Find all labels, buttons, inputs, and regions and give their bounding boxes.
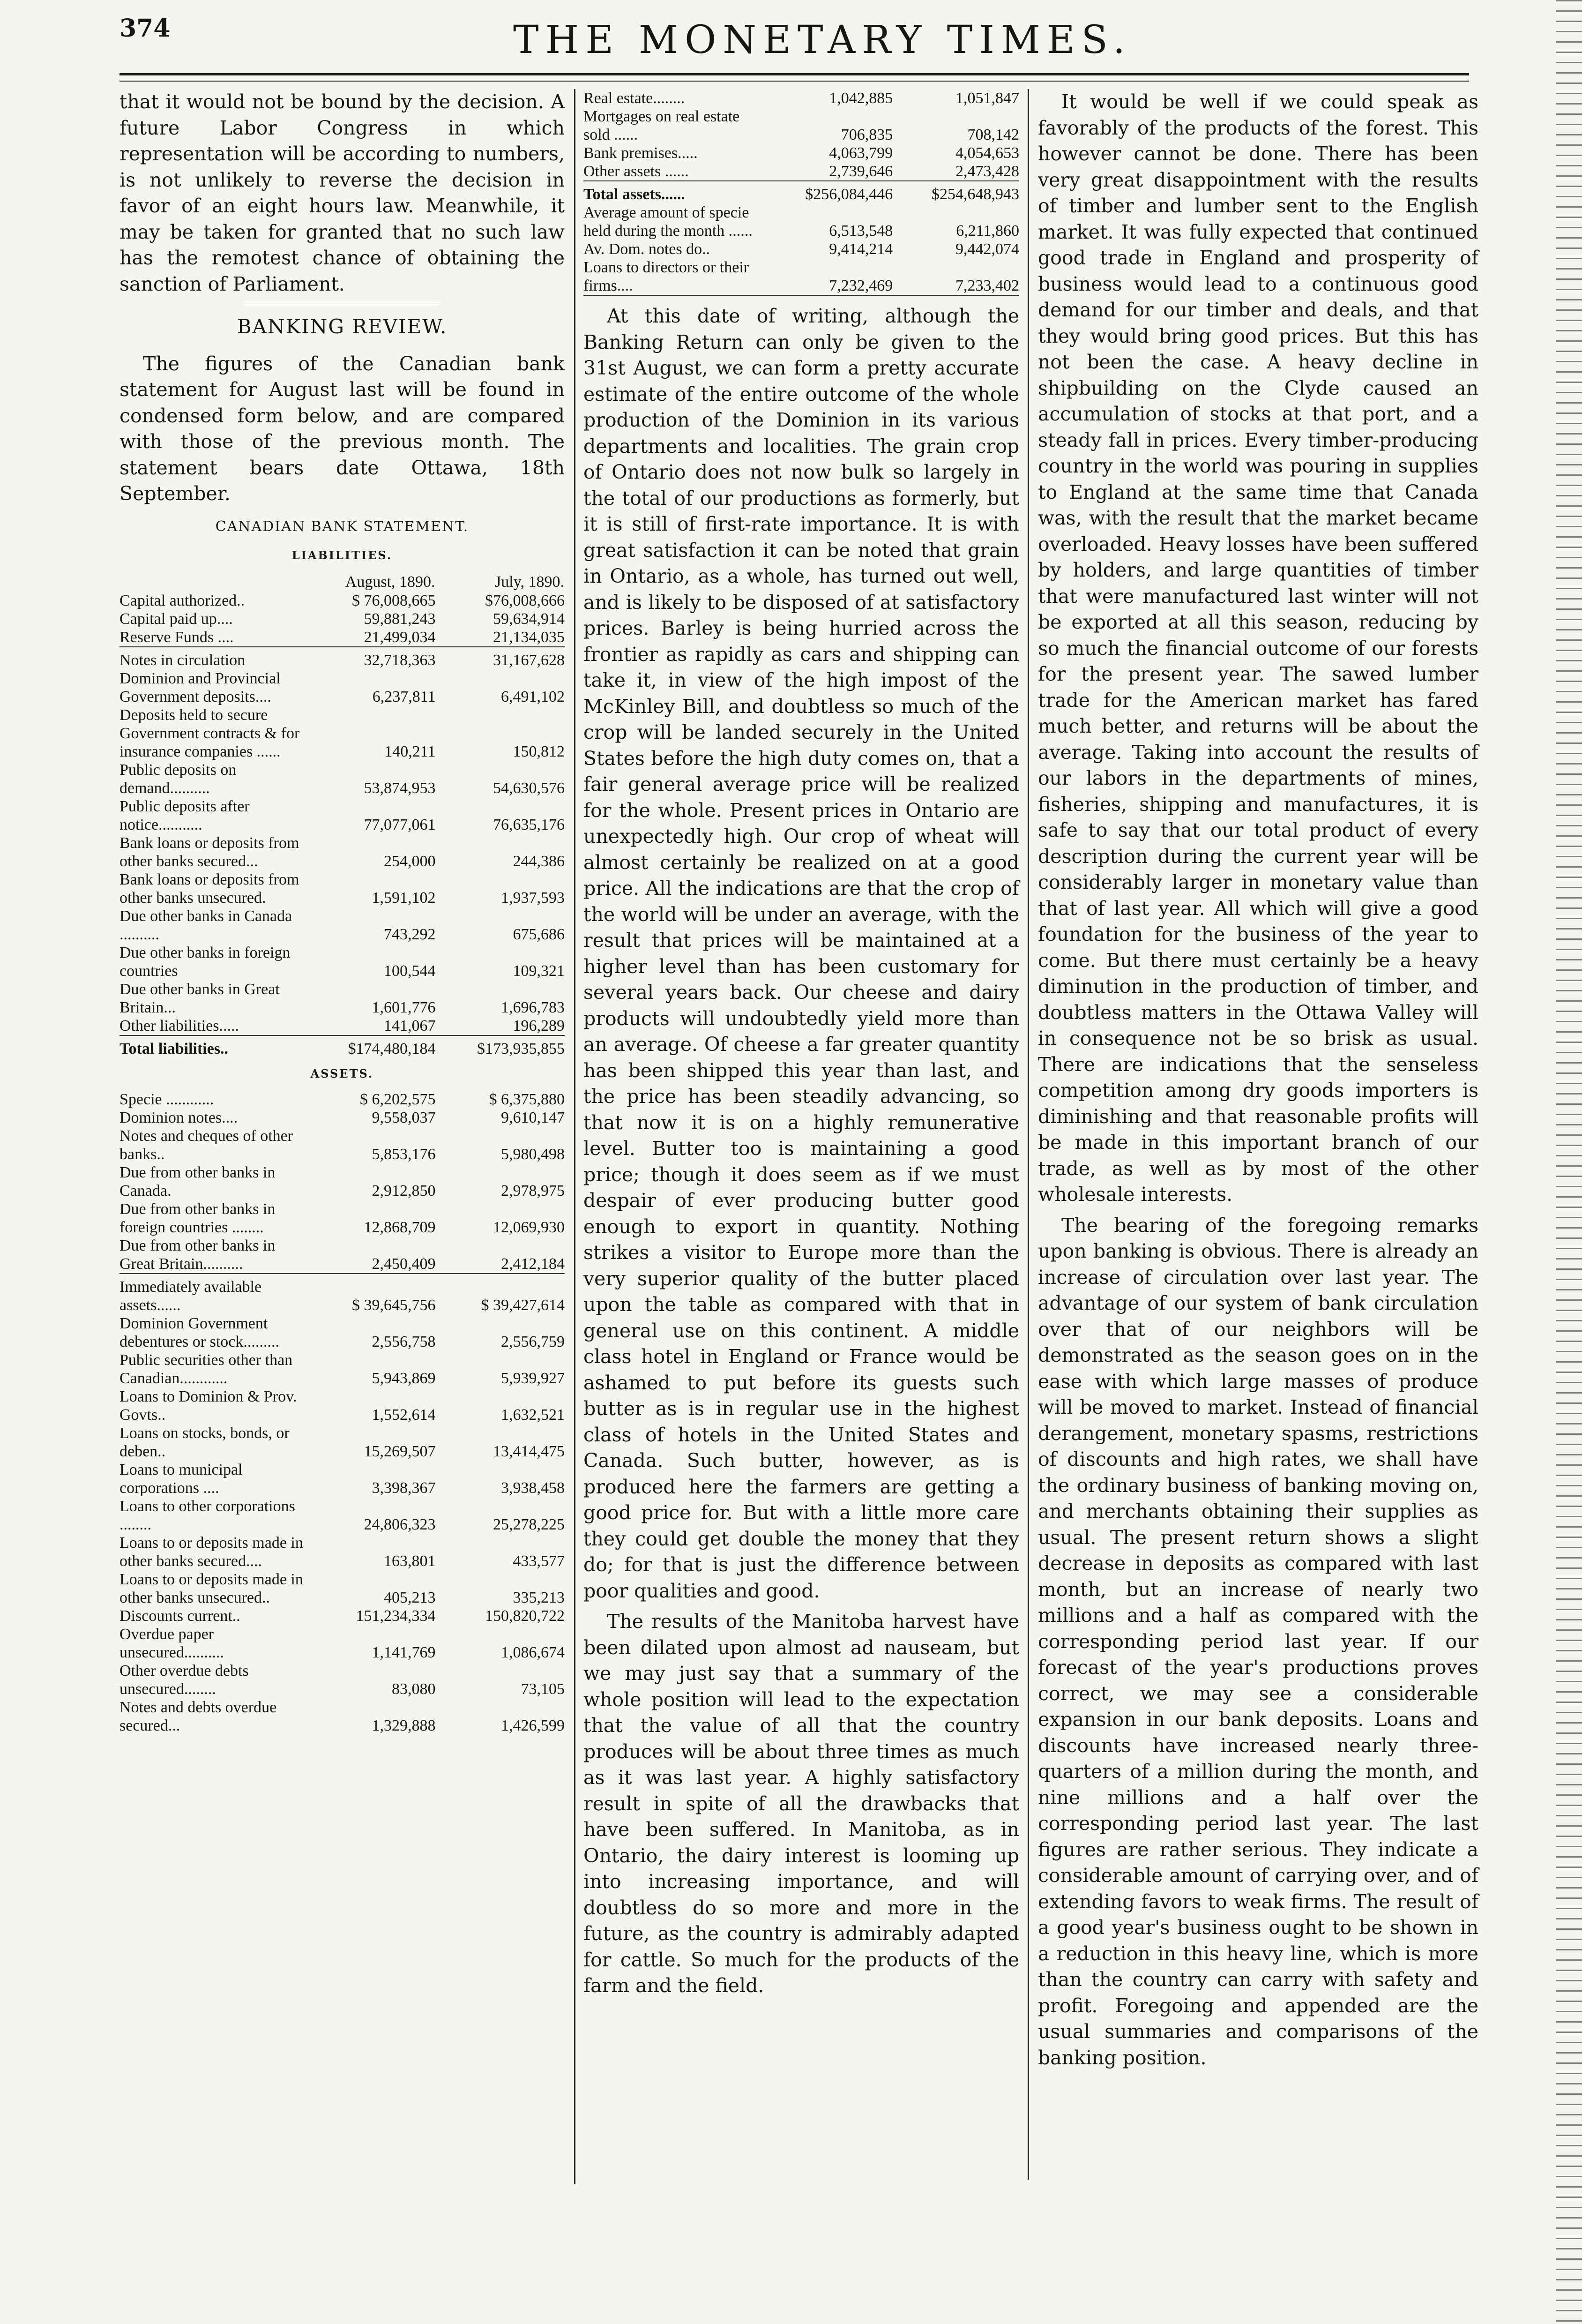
- table-row: [119, 1625, 565, 1662]
- article-paragraph-3: It would be well if we could speak as favorably of the products of the forest. This however cannot be done. There has been very great disappointment with the results of timber and lumber sent to the English market. It was fully expected that continued good trade in England and prosperity of business would lead to a continuous good demand for our timber and deals, and that they would bring good prices. But this has not been the case. A heavy decline in shipbuilding on the Clyde caused an accumulation of stocks at that port, and a steady fall in prices. Every timber-producing country in the world was pouring in supplies to England at the same time that Canada was, with the result that the market became overloaded. Heavy losses have been suffered by holders, and large quantities of timber that were manufactured last winter will not be exported at all this season, reducing by so much the financial outcome of our forests for the present year. The sawed lumber trade for the American market has fared much better, and returns will be about the average. Taking into account the results of our labors in the departments of mines, fisheries, shipping and manufactures, it is safe to say that our total product of every description during the current year will be considerably larger in monetary value than that of last year. All which will give a good foundation for the business of the year to come. But there must certainly be a heavy diminution in the production of timber, and doubtless matters in the Ottawa Valley will in consequence not be so brisk as usual. There are indications that the senseless competition among dry goods importers is diminishing and that reasonable profits will be made in this important branch of our trade, as well as by most of the other wholesale interests.: [1038, 90, 1478, 1206]
- august-value: 21,499,034: [364, 628, 436, 646]
- header-rule: [119, 73, 1469, 75]
- row-label: Public securities other than Canadian............: [119, 1351, 293, 1387]
- table-row: [119, 592, 565, 610]
- row-label: Dominion Government debentures or stock.........: [119, 1315, 279, 1350]
- july-value: 2,978,975: [501, 1182, 565, 1199]
- july-value: 13,414,475: [493, 1443, 565, 1460]
- august-value: $256,084,446: [805, 186, 893, 203]
- row-label: Capital paid up....: [119, 610, 233, 628]
- row-label: Notes and debts overdue secured...: [119, 1699, 277, 1734]
- column-middle: [583, 89, 1019, 2004]
- table-row: [119, 1090, 565, 1109]
- article-paragraph-4: The bearing of the foregoing remarks upon banking is obvious. There is already an increase of circulation over last year. The advantage of our system of bank circulation over that of our neighbors will be demonstrated as the season goes on in the ease with which large masses of produce will be moved to market. Instead of financial derangement, monetary spasms, restrictions of discounts and high rates, we shall have the ordinary business of banking moving on, and merchants obtaining their supplies as usual. The present return shows a slight decrease in deposits as compared with last month, but an increase of nearly two millions and a half as compared with the corresponding period last year. If our forecast of the year's productions proves correct, we may see a considerable expansion in our bank deposits. Loans and discounts have increased nearly three-quarters of a million during the month, and nine millions and a half over the corresponding period last year. The last figures are rather serious. They indicate a considerable amount of carrying over, and of extending favors to weak firms. The result of a good year's business ought to be shown in a reduction in this heavy line, which is more than the country can carry with safety and profit. Foregoing and appended are the usual summaries and comparisons of the banking position.: [1038, 1214, 1478, 2069]
- august-value: 2,556,758: [372, 1333, 436, 1350]
- liabilities-heading: LIABILITIES.: [291, 548, 393, 562]
- row-label: Bank premises.....: [583, 144, 698, 162]
- table-row: [119, 944, 565, 980]
- table-row: [119, 628, 565, 647]
- table-row: [119, 1351, 565, 1387]
- august-value: 9,414,214: [829, 240, 893, 258]
- july-value: 12,069,930: [493, 1219, 565, 1236]
- august-value: 141,067: [384, 1017, 436, 1035]
- july-value: 59,634,914: [493, 610, 565, 628]
- august-value: 2,912,850: [372, 1182, 436, 1199]
- july-value: $254,648,943: [932, 186, 1019, 203]
- july-value: $76,008,666: [485, 592, 565, 609]
- table-row: [119, 797, 565, 834]
- july-value: 25,278,225: [493, 1516, 565, 1533]
- table-row: [119, 706, 565, 761]
- row-label: Notes and cheques of other banks..: [119, 1127, 293, 1163]
- july-value: 6,491,102: [501, 688, 565, 705]
- page-header: [119, 8, 1469, 97]
- row-label: Av. Dom. notes do..: [583, 240, 710, 258]
- july-value: 244,386: [513, 852, 565, 870]
- july-value: 2,412,184: [501, 1255, 565, 1273]
- row-label: Due other banks in Great Britain...: [119, 980, 280, 1016]
- column-left: [119, 89, 565, 1735]
- july-value: 21,134,035: [493, 628, 565, 646]
- july-value: 2,556,759: [501, 1333, 565, 1350]
- table-row: [119, 1461, 565, 1497]
- row-label: Discounts current..: [119, 1607, 240, 1625]
- august-value: 4,063,799: [829, 144, 893, 162]
- row-label: Other assets ......: [583, 163, 689, 180]
- column-divider: [1028, 89, 1029, 2180]
- row-label: Average amount of specie held during the month ......: [583, 204, 753, 240]
- table-row: [119, 1607, 565, 1625]
- table-row: [119, 610, 565, 628]
- august-value: 59,881,243: [364, 610, 436, 628]
- august-value: 83,080: [392, 1680, 436, 1698]
- row-label: Loans to or deposits made in other banks secured....: [119, 1534, 303, 1570]
- row-label: Total liabilities..: [119, 1040, 229, 1057]
- table-row: [119, 1278, 565, 1314]
- july-value: 335,213: [513, 1589, 565, 1606]
- table-row: [119, 1424, 565, 1461]
- august-value: 12,868,709: [364, 1219, 436, 1236]
- row-label: Dominion and Provincial Government deposits....: [119, 669, 281, 705]
- row-label: Deposits held to secure Government contracts & for insurance companies ......: [119, 706, 300, 760]
- table-row: [119, 907, 565, 944]
- july-value: 1,937,593: [501, 889, 565, 907]
- row-label: Loans to municipal corporations ....: [119, 1461, 243, 1497]
- august-value: 6,513,548: [829, 222, 893, 240]
- july-value: 7,233,402: [955, 277, 1019, 294]
- row-label: Due other banks in foreign countries: [119, 944, 291, 980]
- august-value: 140,211: [384, 742, 436, 760]
- row-label: Mortgages on real estate sold ......: [583, 108, 740, 143]
- july-value: 76,635,176: [493, 816, 565, 833]
- assets-heading: ASSETS.: [310, 1066, 374, 1080]
- row-label: Immediately available assets......: [119, 1278, 262, 1314]
- july-value: 675,686: [513, 925, 565, 943]
- july-value: 109,321: [513, 962, 565, 980]
- table-row: [119, 1314, 565, 1351]
- august-value: 6,237,811: [372, 688, 436, 705]
- table-row: [583, 162, 1019, 181]
- table-row: [583, 258, 1019, 295]
- table-row: [119, 1163, 565, 1200]
- july-value: 73,105: [521, 1680, 565, 1698]
- august-value: 5,943,869: [372, 1370, 436, 1387]
- august-value: 2,739,646: [829, 163, 893, 180]
- table-rule: [119, 647, 565, 651]
- row-label: Real estate........: [583, 90, 685, 107]
- august-value: $ 76,008,665: [352, 592, 436, 609]
- july-value: 6,211,860: [956, 222, 1019, 240]
- row-label: Notes in circulation: [119, 651, 246, 669]
- table-rule: [119, 1274, 565, 1278]
- row-label: Bank loans or deposits from other banks unsecured.: [119, 870, 299, 907]
- august-value: 743,292: [384, 925, 436, 943]
- august-value: 9,558,037: [372, 1109, 436, 1126]
- august-value: 1,591,102: [372, 889, 436, 907]
- row-label: Total assets......: [583, 186, 685, 203]
- table-row: [119, 1127, 565, 1163]
- august-value: 24,806,323: [364, 1516, 436, 1533]
- table-row: [583, 144, 1019, 162]
- august-value: 100,544: [384, 962, 436, 980]
- assets-continued-table: [583, 89, 1019, 300]
- row-label: Loans to other corporations ........: [119, 1498, 295, 1533]
- july-value: 1,632,521: [501, 1406, 565, 1424]
- row-label: Loans on stocks, bonds, or deben..: [119, 1424, 290, 1460]
- table-row: [583, 240, 1019, 258]
- table-row: [119, 761, 565, 797]
- july-value: 5,939,927: [501, 1370, 565, 1387]
- column-divider: [574, 89, 575, 2184]
- august-value: 53,874,953: [364, 779, 436, 797]
- table-header-row: [119, 572, 565, 592]
- row-label: Loans to or deposits made in other banks unsecured..: [119, 1571, 303, 1606]
- column-header-july: July, 1890.: [495, 573, 564, 591]
- july-value: 1,696,783: [501, 998, 565, 1016]
- row-label: Bank loans or deposits from other banks secured...: [119, 834, 299, 870]
- july-value: 1,051,847: [955, 90, 1019, 107]
- row-label: Due other banks in Canada ..........: [119, 907, 292, 943]
- total-liabilities-row: [119, 1040, 565, 1058]
- article-paragraph-1: At this date of writing, although the Banking Return can only be given to the 31st August, we can form a pretty accurate estimate of the entire outcome of the whole production of the Dominion in its various departments and localities. The grain crop of Ontario does not now bulk so largely in the total of our productions as formerly, but it is still of first-rate importance. It is with great satisfaction it can be noted that grain in Ontario, as a whole, has turned out well, and is likely to be disposed of at satisfactory prices. Barley is being hurried across the frontier as rapidly as cars and shipping can take it, in view of the high impost of the McKinley Bill, and doubtless so much of the crop will be landed securely in the United States before the high duty comes on, that a fair general average price will be realized for the whole. Present prices in Ontario are unexpectedly high. Our crop of wheat will almost certainly be realized on at a good price. All the indications are that the crop of the world will be under an average, with the result that prices will be maintained at a higher level than has been customary for several years back. Our cheese and dairy products will undoubtedly yield more than an average. Of cheese a far greater quantity has been shipped this year than last, and the price has been steadily advancing, so that now it is on a highly remunerative level. Butter too is maintaining a good price; though it does seem as if we must despair of ever producing butter good enough to export in quantity. Nothing strikes a visitor to Europe more than the very superior quality of the butter placed upon the table as compared with that in general use on this continent. A middle class hotel in England or France would be ashamed to put before its guests such butter as is in regular use in the highest class of hotels in the United States and Canada. Such butter, however, as is produced here the farmers are getting a good price for. But with a little more care they could get double the money that they do; for that is just the difference between poor qualities and good.: [583, 305, 1019, 1602]
- table-row: [119, 1497, 565, 1534]
- table-row: [119, 1534, 565, 1570]
- row-label: Due from other banks in Canada.: [119, 1164, 276, 1199]
- august-value: 77,077,061: [364, 816, 436, 833]
- table-row: [119, 1017, 565, 1035]
- liabilities-table: [119, 572, 565, 1058]
- table-row: [119, 870, 565, 907]
- july-value: 4,054,653: [955, 144, 1019, 162]
- august-value: 1,141,769: [372, 1644, 436, 1661]
- july-value: 2,473,428: [955, 163, 1019, 180]
- table-rule: [119, 1035, 565, 1040]
- august-value: 1,552,614: [372, 1406, 436, 1424]
- column-right: [1038, 89, 1478, 2076]
- july-value: 9,442,074: [955, 240, 1019, 258]
- column-header-august: August, 1890.: [345, 573, 435, 591]
- row-label: Loans to Dominion & Prov. Govts..: [119, 1388, 297, 1424]
- july-value: 196,289: [513, 1017, 565, 1035]
- july-value: 433,577: [513, 1552, 565, 1570]
- row-label: Specie ............: [119, 1091, 214, 1108]
- august-value: 5,853,176: [372, 1146, 436, 1163]
- table-row: [119, 1570, 565, 1607]
- august-value: 7,232,469: [829, 277, 893, 294]
- row-label: Reserve Funds ....: [119, 628, 234, 646]
- table-row: [583, 203, 1019, 240]
- july-value: 3,938,458: [501, 1479, 565, 1497]
- header-rule-thin: [119, 81, 1469, 82]
- august-value: 405,213: [384, 1589, 436, 1606]
- row-label: Loans to directors or their firms....: [583, 259, 749, 294]
- august-value: $ 6,202,575: [360, 1091, 436, 1108]
- july-value: 1,426,599: [501, 1717, 565, 1734]
- august-value: 1,042,885: [829, 90, 893, 107]
- review-paragraph: The figures of the Canadian bank statement for August last will be found in condensed form below, and are compared with those of the previous month. The statement bears date Ottawa, 18th September.: [119, 352, 565, 505]
- table-rule: [583, 295, 1019, 300]
- total-assets-row: [583, 185, 1019, 203]
- row-label: Overdue paper unsecured..........: [119, 1626, 224, 1661]
- table-row: [119, 1200, 565, 1237]
- statement-title: CANADIAN BANK STATEMENT.: [215, 518, 469, 535]
- table-row: [119, 1662, 565, 1698]
- july-value: 708,142: [967, 126, 1019, 143]
- august-value: 3,398,367: [372, 1479, 436, 1497]
- july-value: 150,812: [513, 742, 565, 760]
- table-row: [119, 1109, 565, 1127]
- table-row: [119, 651, 565, 669]
- section-divider: [244, 303, 440, 304]
- august-value: 1,329,888: [372, 1717, 436, 1734]
- row-label: Public deposits after notice...........: [119, 797, 250, 833]
- july-value: 31,167,628: [493, 651, 565, 669]
- page-number: 374: [119, 14, 171, 43]
- august-value: 706,835: [841, 126, 893, 143]
- august-value: 163,801: [384, 1552, 436, 1570]
- august-value: 32,718,363: [364, 651, 436, 669]
- row-label: Other overdue debts unsecured........: [119, 1662, 249, 1698]
- table-row: [119, 834, 565, 870]
- august-value: 2,450,409: [372, 1255, 436, 1273]
- july-value: 54,630,576: [493, 779, 565, 797]
- table-row: [119, 1237, 565, 1274]
- assets-table: [119, 1090, 565, 1735]
- section-heading: BANKING REVIEW.: [237, 315, 448, 338]
- publication-title: THE MONETARY TIMES.: [513, 18, 1132, 62]
- july-value: 150,820,722: [485, 1607, 565, 1625]
- july-value: $ 39,427,614: [481, 1297, 565, 1314]
- table-row: [583, 107, 1019, 144]
- row-label: Due from other banks in Great Britain..........: [119, 1237, 276, 1273]
- table-row: [119, 980, 565, 1017]
- row-label: Capital authorized..: [119, 592, 245, 609]
- july-value: $173,935,855: [477, 1040, 565, 1057]
- august-value: 1,601,776: [372, 998, 436, 1016]
- table-row: [119, 1698, 565, 1735]
- row-label: Other liabilities.....: [119, 1017, 239, 1035]
- page-binding-edge: [1556, 0, 1582, 2324]
- august-value: 151,234,334: [356, 1607, 436, 1625]
- table-rule: [583, 181, 1019, 185]
- august-value: $ 39,645,756: [352, 1297, 436, 1314]
- july-value: 5,980,498: [501, 1146, 565, 1163]
- july-value: 1,086,674: [501, 1644, 565, 1661]
- table-row: [119, 669, 565, 706]
- july-value: $ 6,375,880: [489, 1091, 565, 1108]
- intro-paragraph: that it would not be bound by the decision. A future Labor Congress in which representation will be according to numbers, is not unlikely to reverse the decision in favor of an eight hours law. Meanwhile, it may be taken for granted that no such law has the remotest chance of obtaining the sanction of Parliament.: [119, 90, 565, 295]
- row-label: Due from other banks in foreign countries ........: [119, 1200, 276, 1236]
- row-label: Public deposits on demand..........: [119, 761, 237, 797]
- row-label: Dominion notes....: [119, 1109, 238, 1126]
- august-value: 254,000: [384, 852, 436, 870]
- july-value: 9,610,147: [501, 1109, 565, 1126]
- table-row: [583, 89, 1019, 107]
- august-value: 15,269,507: [364, 1443, 436, 1460]
- august-value: $174,480,184: [348, 1040, 436, 1057]
- table-row: [119, 1387, 565, 1424]
- article-paragraph-2: The results of the Manitoba harvest have been dilated upon almost ad nauseam, but we may just say that a summary of the whole position will lead to the expectation that the value of all that the country produces will be about three times as much as it was last year. A highly satisfactory result in spite of all the drawbacks that have been suffered. In Manitoba, as in Ontario, the dairy interest is looming up into increasing importance, and will doubtless do so more and more in the future, as the country is admirably adapted for cattle. So much for the products of the farm and the field.: [583, 1610, 1019, 1997]
